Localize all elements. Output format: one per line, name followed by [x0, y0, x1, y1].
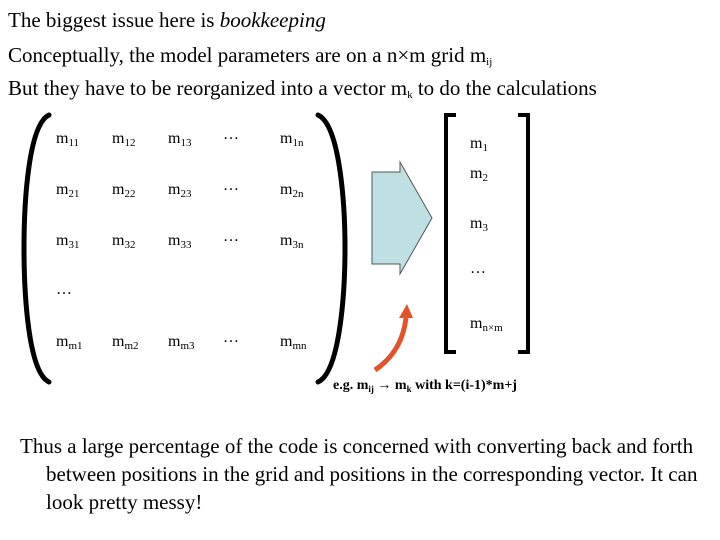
header-line-1-text: The biggest issue here is [8, 8, 220, 32]
cell-m3n [280, 231, 303, 251]
cell-m1n [280, 129, 303, 149]
cell-ellipsis-r2: … [223, 177, 239, 194]
cell-subscript: 23 [180, 188, 192, 200]
summary-paragraph: Thus a large percentage of the code is concerned with converting back and forth between positions in the grid and positions in the corresponding vector. It can look pretty messy! [20, 434, 698, 514]
vector-subscript: 2 [482, 172, 488, 184]
caption-subscript-k: k [406, 384, 412, 394]
cell-ellipsis-rows: … [56, 281, 72, 298]
cell-letter: m [280, 130, 293, 147]
subscript-k: k [407, 89, 413, 101]
cell-m11 [56, 129, 79, 149]
cell-subscript: 33 [180, 239, 192, 251]
cell-m33 [168, 231, 191, 251]
cell-letter: m [112, 232, 125, 249]
header-line-2-text: Conceptually, the model parameters are on a n [8, 43, 398, 67]
caption-letter: m [394, 378, 407, 393]
emphasis-bookkeeping: bookkeeping [219, 8, 326, 32]
cell-letter: m [56, 130, 69, 147]
cell-mm3 [168, 332, 195, 352]
cell-ellipsis-r4: … [223, 329, 239, 346]
subscript-ij: ij [486, 56, 493, 68]
caption-suffix: with k=(i-1)*m+j [411, 378, 517, 393]
pointer-arrow-shaft [375, 318, 406, 370]
vector-m2 [470, 164, 488, 184]
cell-subscript: 1n [292, 137, 304, 149]
header-line-3-suffix: to do the calculations [412, 76, 597, 100]
vector-subscript-times: × [487, 322, 495, 334]
cell-ellipsis-r1: … [223, 126, 239, 143]
vector-ellipsis: … [470, 260, 486, 277]
caption-arrow: → [373, 378, 395, 393]
vector-subscript: 1 [482, 142, 488, 154]
cell-subscript: m2 [124, 340, 139, 352]
cell-subscript: 31 [68, 239, 80, 251]
vector-left-bracket [446, 115, 456, 352]
caption-prefix: e.g. m [333, 378, 369, 393]
vector-mnxm [470, 314, 503, 334]
cell-m23 [168, 180, 191, 200]
vector-subscript-nxm [482, 322, 502, 334]
times-symbol: × [397, 43, 410, 67]
header-line-3-text: But they have to be reorganized into a vector m [8, 76, 408, 100]
cell-subscript: m1 [68, 340, 83, 352]
cell-m2n [280, 180, 303, 200]
vector-subscript-m: m [494, 322, 503, 334]
cell-subscript: 12 [124, 137, 136, 149]
matrix-left-bracket [24, 115, 49, 382]
cell-letter: m [112, 130, 125, 147]
cell-letter: m [280, 333, 293, 350]
cell-subscript: 13 [180, 137, 192, 149]
cell-mm1 [56, 332, 83, 352]
cell-m31 [56, 231, 79, 251]
cell-letter: m [168, 333, 181, 350]
vector-subscript: 3 [482, 222, 488, 234]
cell-m21 [56, 180, 79, 200]
cell-ellipsis-r3: … [223, 228, 239, 245]
cell-subscript: 11 [68, 137, 80, 149]
vector-letter: m [470, 215, 483, 232]
cell-letter: m [112, 181, 125, 198]
cell-letter: m [112, 333, 125, 350]
vector-letter: m [470, 165, 483, 182]
cell-subscript: 22 [124, 188, 136, 200]
vector-right-bracket [518, 115, 528, 352]
vector-m3 [470, 214, 488, 234]
cell-subscript: 2n [292, 188, 304, 200]
cell-letter: m [280, 181, 293, 198]
cell-mm2 [112, 332, 139, 352]
vector-subscript-n: n [482, 322, 488, 334]
mapping-caption [333, 378, 517, 394]
cell-mmn [280, 332, 307, 352]
cell-subscript: 3n [292, 239, 304, 251]
cell-letter: m [56, 333, 69, 350]
cell-subscript: m3 [180, 340, 195, 352]
vector-m1 [470, 134, 488, 154]
cell-subscript: 32 [124, 239, 136, 251]
conversion-arrow [372, 162, 432, 274]
cell-letter: m [56, 232, 69, 249]
caption-subscript-ij: ij [368, 384, 374, 394]
cell-letter: m [168, 181, 181, 198]
header-line-2-mid: m grid m [409, 43, 487, 67]
cell-letter: m [168, 232, 181, 249]
cell-letter: m [56, 181, 69, 198]
cell-m32 [112, 231, 135, 251]
cell-letter: m [168, 130, 181, 147]
cell-m13 [168, 129, 191, 149]
cell-m22 [112, 180, 135, 200]
pointer-arrow-head [399, 304, 413, 318]
vector-letter: m [470, 315, 483, 332]
cell-m12 [112, 129, 135, 149]
cell-subscript: 21 [68, 188, 80, 200]
vector-letter: m [470, 135, 483, 152]
cell-subscript: mn [292, 340, 307, 352]
matrix-right-bracket [318, 115, 345, 382]
cell-letter: m [280, 232, 293, 249]
